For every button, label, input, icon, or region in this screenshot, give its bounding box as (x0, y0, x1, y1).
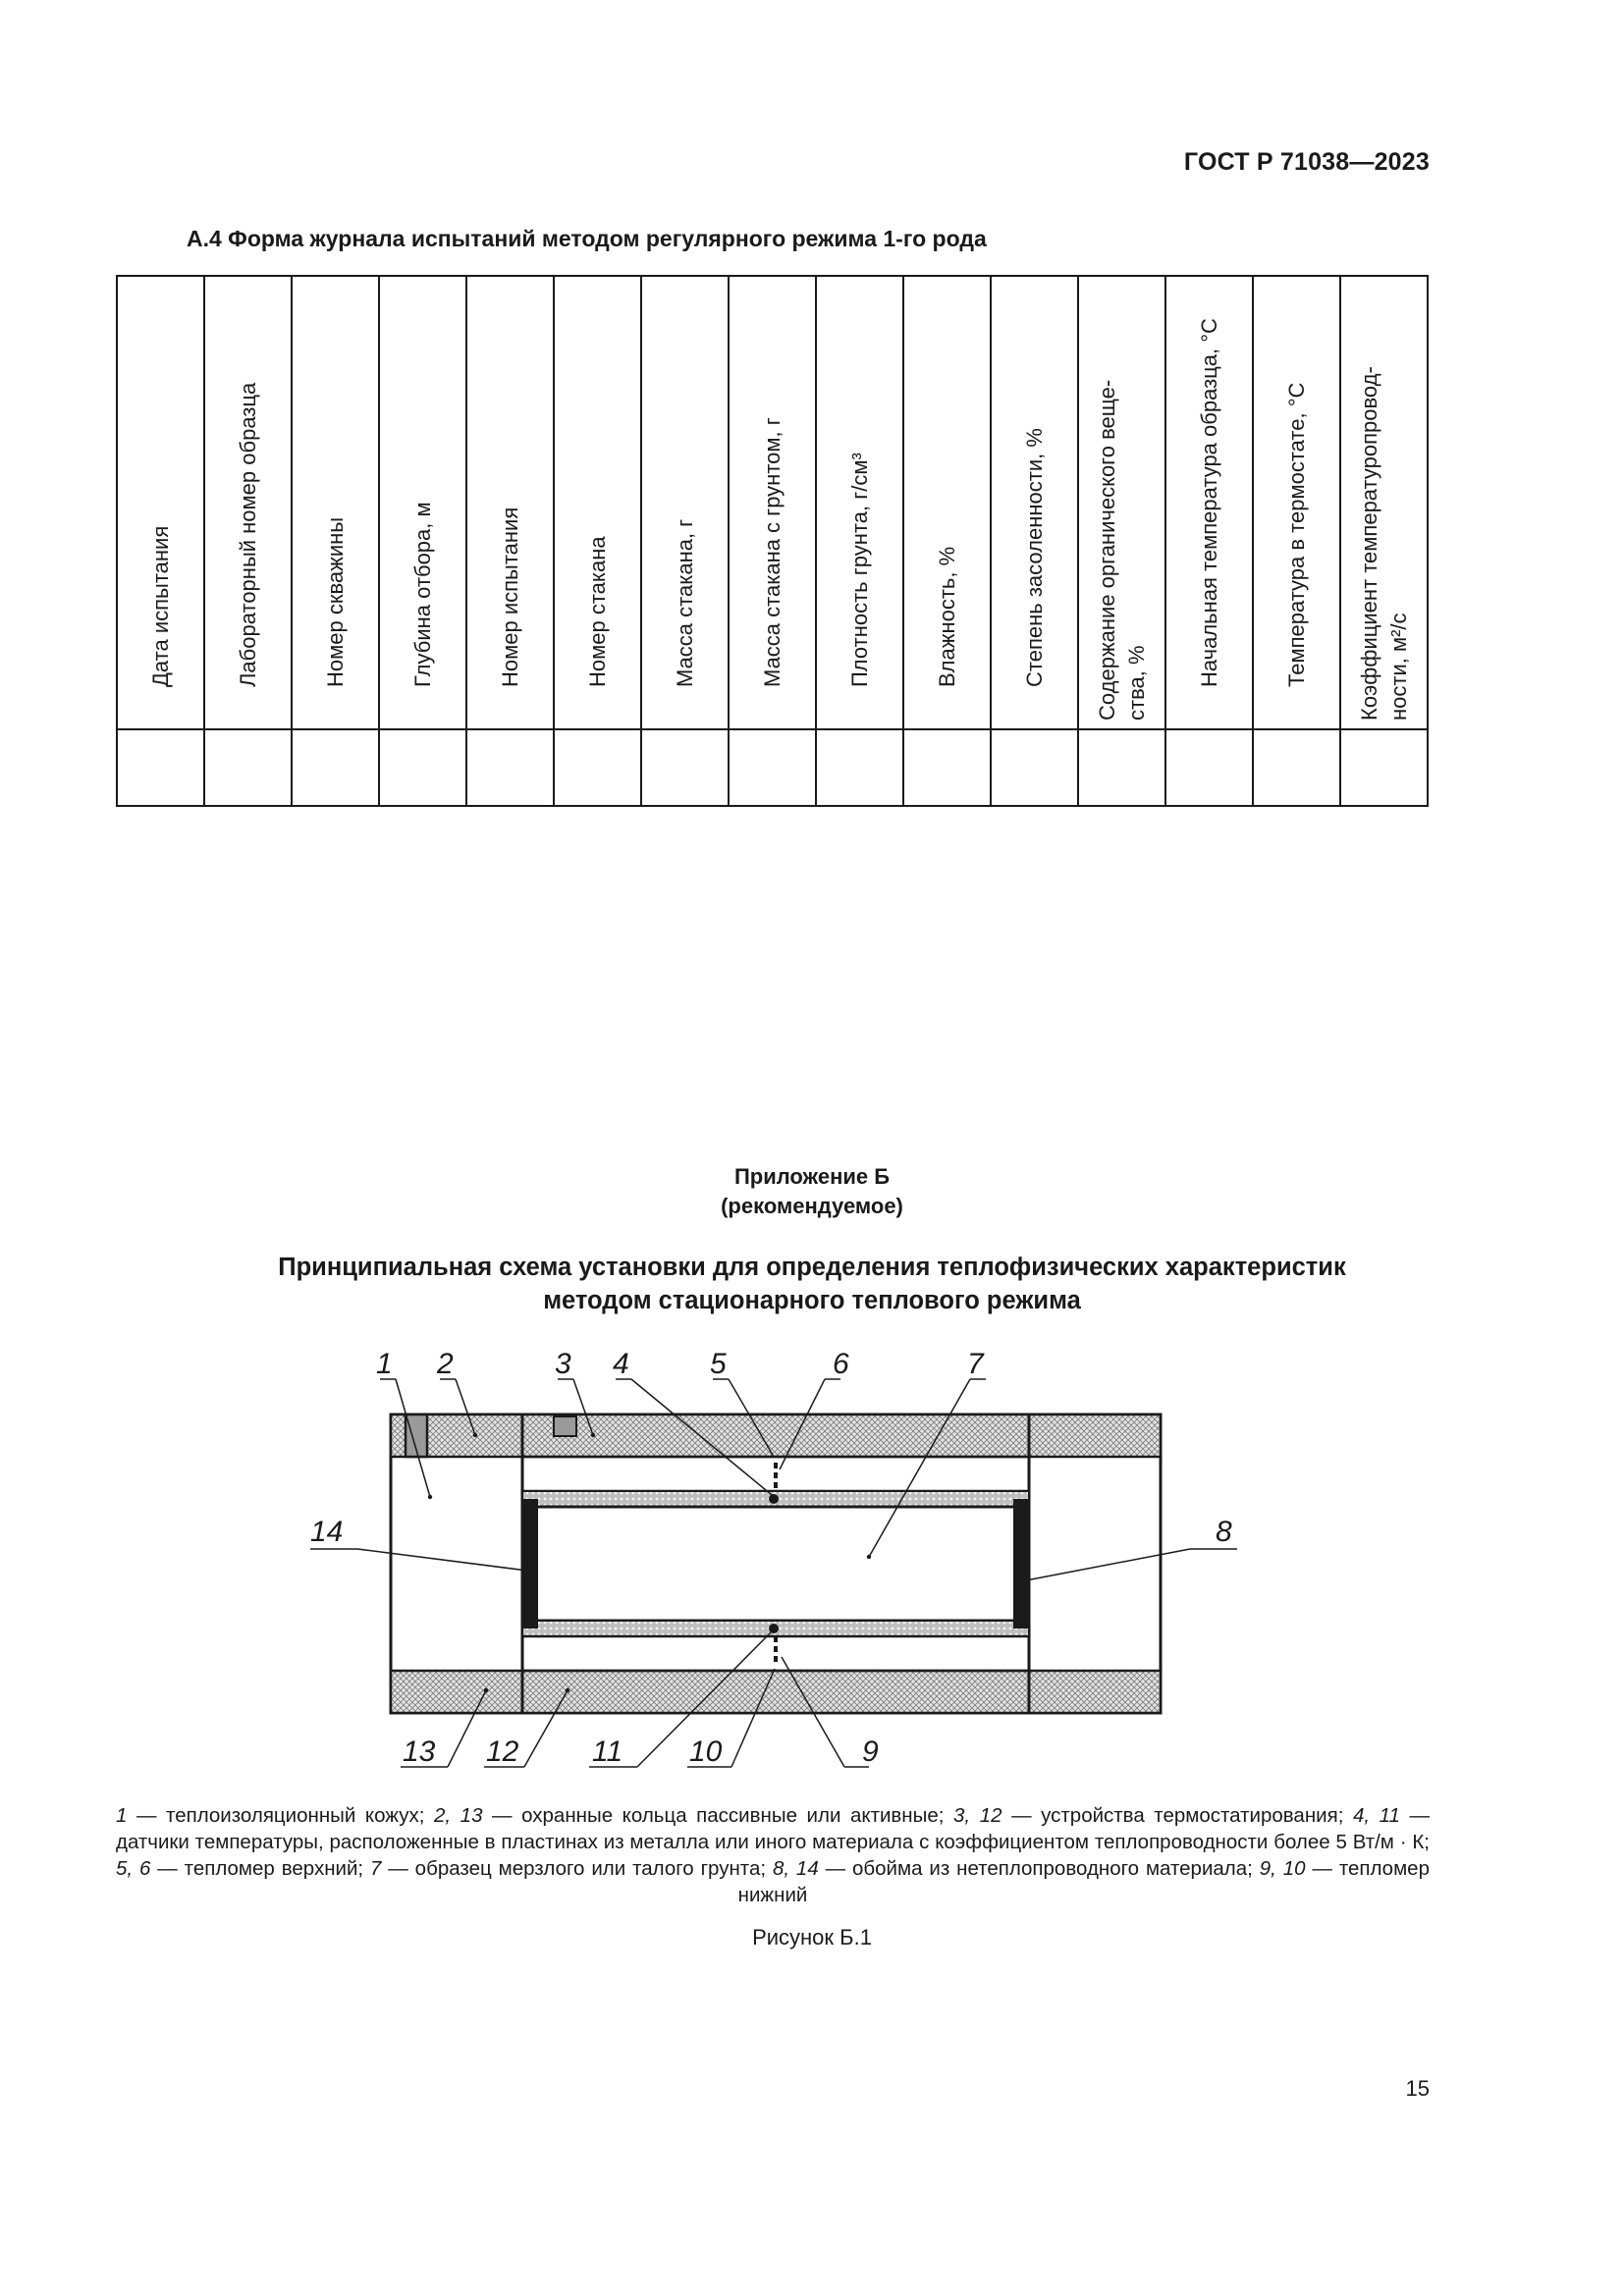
callout-1: 1 (376, 1348, 393, 1380)
callout-4: 4 (613, 1348, 629, 1380)
legend-text: — образец мерзлого или талого грунта; (381, 1857, 773, 1880)
table-header-cell (991, 276, 1078, 729)
callout-8: 8 (1216, 1516, 1232, 1548)
legend-text: — датчики температуры, расположенные в пластинах из металла или иного материала с коэффициентом теплопроводности более 5 Вт/м · К; (116, 1804, 1430, 1853)
table-cell (1253, 729, 1340, 806)
legend-text: — охранные кольца пассивные или активные; (482, 1804, 954, 1827)
standard-number: ГОСТ Р 71038—2023 (1183, 148, 1430, 176)
table-header-cell (1340, 276, 1428, 729)
table-header-cell (1165, 276, 1253, 729)
callout-5: 5 (710, 1348, 727, 1380)
column-header: Дата испытания (147, 525, 173, 687)
page-number: 15 (1405, 2076, 1430, 2101)
callout-6: 6 (833, 1348, 849, 1380)
table-cell (641, 729, 729, 806)
appendix-label: Приложение Б (733, 1164, 891, 1189)
column-header: Содержание органического веще- ства, % (1094, 379, 1149, 721)
figure-legend (116, 1802, 1430, 1908)
table-header-cell (1253, 276, 1340, 729)
legend-text: — теплоизоляционный кожух; (127, 1804, 434, 1827)
legend-number: 4, 11 (1352, 1804, 1400, 1827)
column-header: Влажность, % (934, 546, 959, 687)
column-header: Номер испытания (497, 507, 522, 687)
table-header-cell (903, 276, 991, 729)
column-header: Номер скважины (322, 516, 348, 687)
table-cell (117, 729, 204, 806)
table-empty-row (117, 729, 1428, 806)
thermostat-block (554, 1416, 576, 1436)
callout-7: 7 (967, 1348, 984, 1380)
table-header-cell (816, 276, 903, 729)
legend-text: — тепломер нижний (737, 1857, 1430, 1906)
journal-form-table (116, 275, 1429, 807)
right-holder (1013, 1499, 1029, 1629)
callout-11: 11 (592, 1735, 623, 1768)
table-header-cell (1078, 276, 1165, 729)
legend-number: 9, 10 (1259, 1857, 1306, 1880)
callout-9: 9 (862, 1735, 879, 1768)
section-title: А.4 Форма журнала испытаний методом регулярного режима 1-го рода (187, 226, 987, 251)
legend-number: 3, 12 (953, 1804, 1002, 1827)
table-cell (1078, 729, 1165, 806)
callout-14: 14 (310, 1516, 344, 1548)
table-cell (1340, 729, 1428, 806)
table-header-cell (554, 276, 641, 729)
upper-temperature-sensor (769, 1494, 779, 1504)
top-guard-ring (391, 1415, 1161, 1457)
soil-sample (522, 1507, 1029, 1621)
appendix-status: (рекомендуемое) (721, 1194, 903, 1218)
installation-schematic (0, 1325, 1624, 1787)
appendix-title-line-2: методом стационарного теплового режима (543, 1287, 1081, 1314)
column-header: Глубина отбора, м (409, 502, 435, 687)
column-header: Плотность грунта, г/см³ (846, 453, 872, 687)
table-header-cell (379, 276, 466, 729)
table-cell (991, 729, 1078, 806)
legend-number: 8, 14 (772, 1857, 819, 1880)
table-header-cell (292, 276, 379, 729)
table-cell (466, 729, 554, 806)
legend-number: 2, 13 (434, 1804, 483, 1827)
column-header: Масса стакана с грунтом, г (759, 417, 785, 687)
table-header-cell (729, 276, 816, 729)
table-cell (554, 729, 641, 806)
column-header: Номер стакана (584, 536, 610, 687)
table-header-cell (204, 276, 292, 729)
legend-number: 5, 6 (116, 1857, 151, 1880)
table-header-row (117, 276, 1428, 729)
column-header: Степень засоленности, % (1021, 428, 1047, 687)
column-header: Температура в термостате, °С (1283, 382, 1309, 687)
table-cell (1165, 729, 1253, 806)
table-cell (729, 729, 816, 806)
column-header: Масса стакана, г (672, 518, 697, 687)
column-header: Коэффициент температуропровод- ности, м²/с (1356, 366, 1411, 721)
legend-number: 7 (370, 1857, 382, 1880)
bottom-guard-ring (391, 1671, 1161, 1713)
left-holder (522, 1499, 538, 1629)
callout-10: 10 (689, 1735, 723, 1768)
table-cell (204, 729, 292, 806)
table-cell (292, 729, 379, 806)
table-header-cell (466, 276, 554, 729)
callout-3: 3 (555, 1348, 571, 1380)
column-header: Лабораторный номер образца (235, 382, 260, 687)
lower-temperature-sensor (769, 1624, 779, 1633)
figure-caption: Рисунок Б.1 (752, 1925, 872, 1949)
table-header-cell (117, 276, 204, 729)
legend-text: — устройства термостатирования; (1001, 1804, 1353, 1827)
table-cell (816, 729, 903, 806)
table-cell (379, 729, 466, 806)
table-cell (903, 729, 991, 806)
legend-number: 1 (116, 1804, 128, 1827)
callout-12: 12 (486, 1735, 519, 1768)
callout-13: 13 (403, 1735, 436, 1768)
legend-text: — обойма из нетеплопроводного материала; (818, 1857, 1260, 1880)
table-header-cell (641, 276, 729, 729)
appendix-title-line-1: Принципиальная схема установки для определения теплофизических характеристик (278, 1254, 1346, 1281)
legend-text: — тепломер верхний; (150, 1857, 370, 1880)
callout-2: 2 (437, 1348, 454, 1380)
column-header: Начальная температура образца, °С (1196, 318, 1221, 687)
